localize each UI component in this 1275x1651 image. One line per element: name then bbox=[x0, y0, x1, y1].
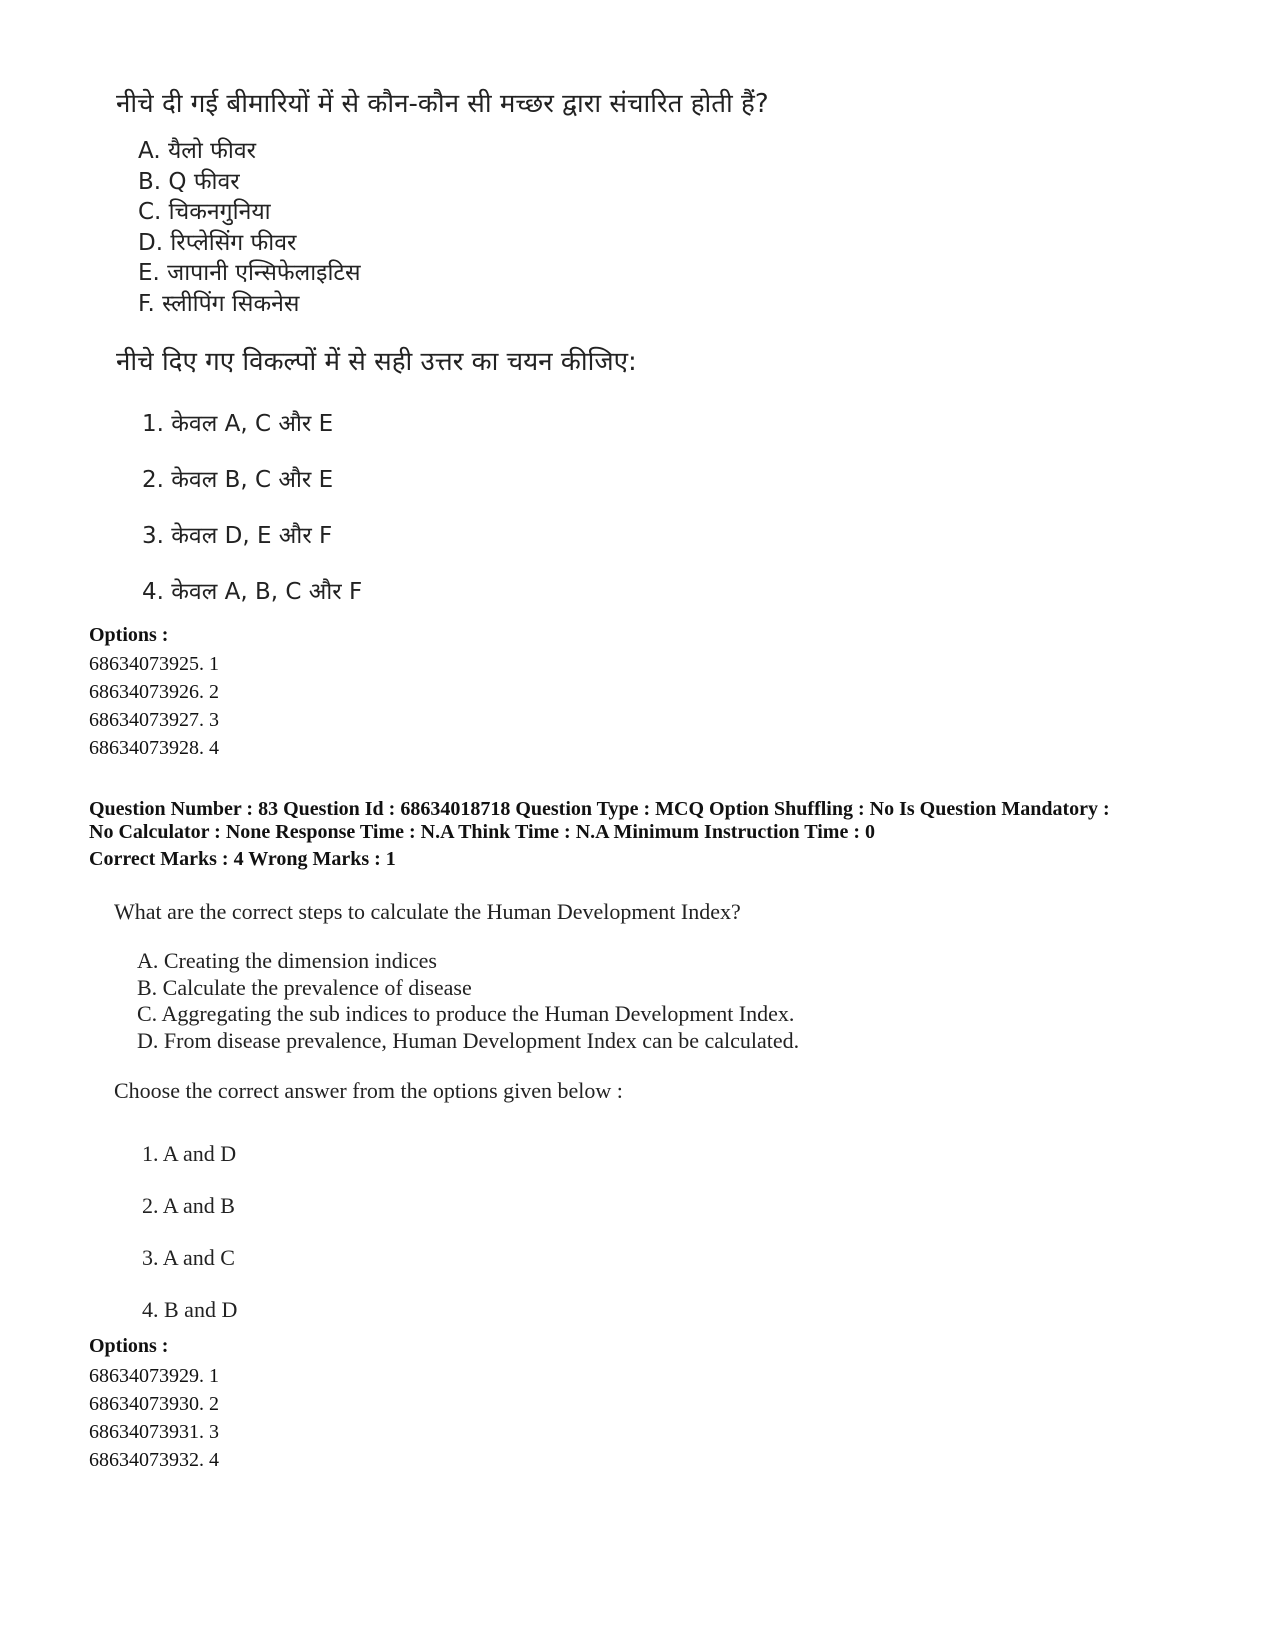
option-id-4: 68634073932. 4 bbox=[89, 1449, 219, 1471]
question-1-instruction: नीचे दिए गए विकल्पों में से सही उत्तर का चयन कीजिए: bbox=[116, 347, 637, 377]
statement-f: F. स्लीपिंग सिकनेस bbox=[138, 290, 300, 317]
option-id-1: 68634073925. 1 bbox=[89, 653, 219, 675]
statement-d: D. From disease prevalence, Human Development Index can be calculated. bbox=[137, 1027, 800, 1053]
statement-c: C. चिकनगुनिया bbox=[138, 199, 271, 225]
option-id-4: 68634073928. 4 bbox=[89, 737, 219, 759]
option-id-1: 68634073929. 1 bbox=[89, 1365, 219, 1387]
question-2-options-label: Options : bbox=[89, 1335, 169, 1357]
question-2-meta-line-2: No Calculator : None Response Time : N.A Think Time : N.A Minimum Instruction Time : 0 bbox=[89, 821, 875, 843]
choice-3: 3. केवल D, E और F bbox=[142, 523, 333, 549]
choice-1: 1. A and D bbox=[142, 1141, 237, 1166]
question-1-statement-list bbox=[138, 136, 361, 319]
choice-4: 4. B and D bbox=[142, 1297, 238, 1322]
choice-2: 2. A and B bbox=[142, 1193, 235, 1218]
statement-b: B. Calculate the prevalence of disease bbox=[137, 974, 472, 1000]
statement-a: A. यैलो फीवर bbox=[138, 138, 257, 164]
question-2-marks: Correct Marks : 4 Wrong Marks : 1 bbox=[89, 848, 396, 870]
question-1-options-label: Options : bbox=[89, 624, 169, 646]
statement-b: B. Q फीवर bbox=[138, 168, 240, 195]
question-1-choice-list bbox=[142, 396, 362, 620]
option-id-2: 68634073930. 2 bbox=[89, 1393, 219, 1415]
question-2-text: What are the correct steps to calculate the Human Development Index? bbox=[114, 899, 741, 924]
question-2-instruction: Choose the correct answer from the options given below : bbox=[114, 1078, 623, 1103]
choice-3: 3. A and C bbox=[142, 1245, 235, 1270]
choice-2: 2. केवल B, C और E bbox=[142, 467, 334, 493]
statement-c: C. Aggregating the sub indices to produce the Human Development Index. bbox=[137, 1001, 795, 1026]
question-2-choice-list bbox=[142, 1128, 237, 1336]
choice-4: 4. केवल A, B, C और F bbox=[142, 579, 363, 605]
question-2-meta-line-1: Question Number : 83 Question Id : 68634018718 Question Type : MCQ Option Shuffling : No Is Question Mandatory : bbox=[89, 798, 1110, 820]
option-id-3: 68634073927. 3 bbox=[89, 709, 219, 731]
statement-a: A. Creating the dimension indices bbox=[137, 948, 437, 973]
statement-e: E. जापानी एन्सिफेलाइटिस bbox=[138, 260, 361, 286]
option-id-3: 68634073931. 3 bbox=[89, 1421, 219, 1443]
option-id-2: 68634073926. 2 bbox=[89, 681, 219, 703]
question-2-statement-list bbox=[137, 948, 799, 1054]
statement-d: D. रिप्लेसिंग फीवर bbox=[138, 229, 297, 256]
question-1-text: नीचे दी गई बीमारियों में से कौन-कौन सी मच्छर द्वारा संचारित होती हैं? bbox=[116, 89, 769, 119]
choice-1: 1. केवल A, C और E bbox=[142, 411, 334, 437]
question-1-options-list bbox=[89, 650, 219, 762]
question-2-options-list bbox=[89, 1362, 219, 1474]
